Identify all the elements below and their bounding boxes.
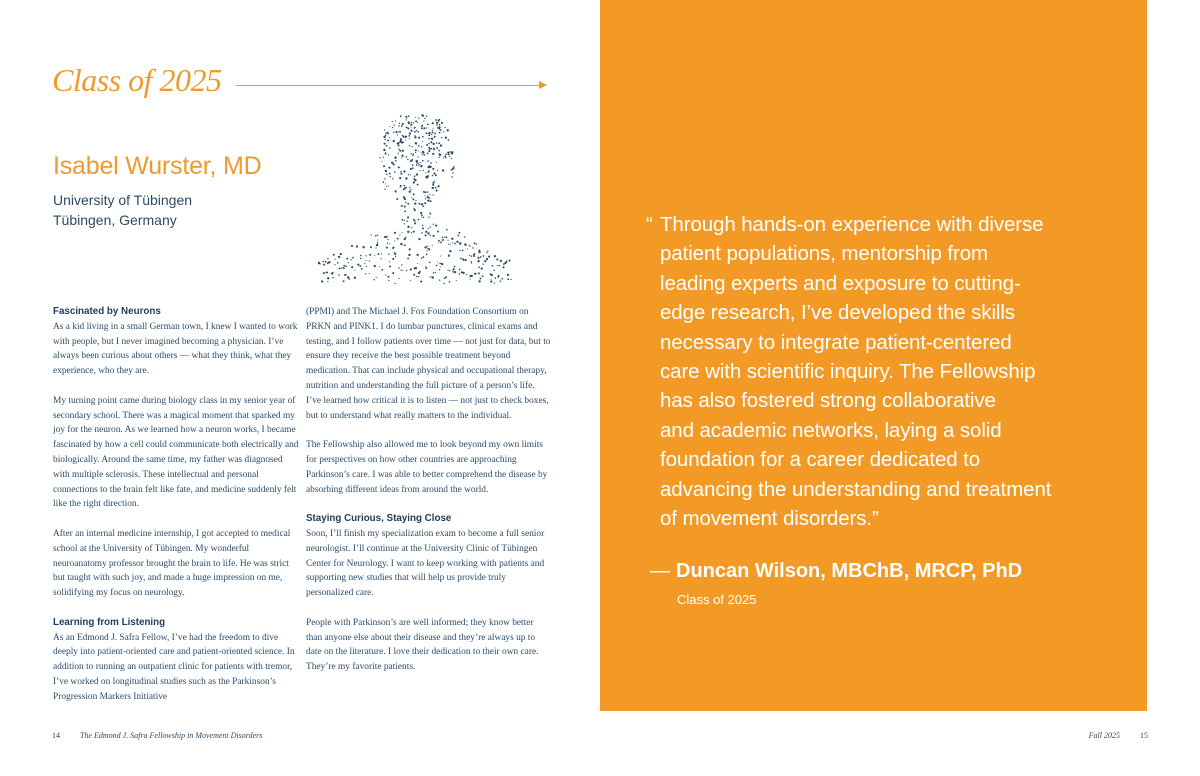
quote-line: and academic networks, laying a solid	[660, 418, 1002, 442]
quote-line: advancing the understanding and treatment	[660, 477, 1052, 501]
profile-institution: University of Tübingen	[53, 192, 193, 208]
profile-location: Tübingen, Germany	[53, 212, 177, 228]
paragraph: After an internal medicine internship, I got accepted to medical school at the University of Tübingen. My wonderful neuroanatomy professor brought the brain to life. He was strict but taught with such joy, and made a huge impression on me, solidifying my focus on neurology.	[53, 528, 291, 599]
stipple-portrait-illustration	[318, 112, 514, 284]
section-title: Class of 2025	[52, 62, 222, 98]
profile-name: Isabel Wurster, MD	[53, 152, 262, 180]
quote-line: necessary to integrate patient-centered	[660, 330, 1012, 354]
quote-line: care with scientific inquiry. The Fellowship	[660, 360, 1036, 384]
quote-attribution	[650, 560, 1022, 583]
paragraph: My turning point came during biology class in my senior year of secondary school. There was a magical moment that sparked my joy for the neuron. As we learned how a neuron works, I became fascinated by how a cell could communicate both electrically and biologically. Around the same time, my father was diagnosed with multiple sclerosis. These intellectual and personal connections to the brain felt like fate, and medicine suddenly felt like the right direction.	[53, 395, 299, 510]
quote-line: Through hands-on experience with diverse	[660, 213, 1044, 236]
pull-quote	[646, 210, 1120, 533]
footer-right	[1089, 731, 1148, 740]
quote-line: foundation for a career dedicated to	[660, 448, 981, 472]
paragraph: People with Parkinson’s are well informed; they know better than anyone else about their disease and they’re always up to date on the literature. I love their dedication to their own care. They’re my favorite patients.	[306, 617, 539, 673]
footer-left	[52, 731, 262, 740]
profile-affiliation	[53, 190, 192, 230]
page-number-right: 15	[1140, 731, 1148, 740]
arrow-right-icon	[539, 81, 547, 89]
issue-date: Fall 2025	[1088, 731, 1120, 740]
quote-line: edge research, I’ve developed the skills	[660, 301, 1015, 325]
paragraph: Soon, I’ll finish my specialization exam to become a full senior neurologist. I’ll continue at the University Clinic of Tübingen Center for Neurology. I want to keep working with patients and supporting new studies that will help us provide truly personalized care.	[306, 528, 545, 599]
quote-open-mark: “	[646, 213, 653, 236]
quote-line: has also fostered strong collaborative	[660, 389, 996, 413]
quote-panel	[600, 0, 1147, 711]
attribution-name: Duncan Wilson, MBChB, MRCP, PhD	[676, 560, 1023, 582]
paragraph: (PPMI) and The Michael J. Fox Foundation Consortium on PRKN and PINK1. I do lumbar punctures, clinical exams and testing, and I follow patients over time — not just for data, but to ensure they receive the best possible treatment beyond medication. That can include physical and occupational therapy, nutrition and understanding the full picture of a person’s life. I’ve learned how critical it is to listen — not just to check boxes, but to understand what really matters to the individual.	[306, 307, 551, 421]
attribution-dash: —	[650, 560, 670, 582]
quote-line: patient populations, mentorship from	[660, 242, 989, 266]
subheading-staying-curious: Staying Curious, Staying Close	[306, 513, 452, 525]
paragraph: As an Edmond J. Safra Fellow, I’ve had the freedom to dive deeply into patient-oriented care and patient-oriented science. In addition to running an outpatient clinic for patients with tremor, I’ve worked on longitudinal studies such as the Parkinson’s Progression Markers Initiative	[53, 632, 295, 702]
article-column-2	[306, 305, 552, 690]
article-column-1	[53, 305, 299, 719]
quote-line: leading experts and exposure to cutting-	[660, 271, 1021, 295]
subheading-fascinated: Fascinated by Neurons	[53, 306, 161, 317]
paragraph: The Fellowship also allowed me to look beyond my own limits for perspectives on how other countries are approaching Parkinson’s care. I was able to better comprehend the disease by absorbing different ideas from around the world.	[306, 440, 548, 495]
subheading-learning: Learning from Listening	[53, 616, 166, 628]
page-number-left: 14	[52, 731, 60, 740]
publication-title: The Edmond J. Safra Fellowship in Movement Disorders	[80, 731, 263, 740]
title-arrow-line	[236, 85, 540, 86]
attribution-class: Class of 2025	[677, 592, 757, 607]
quote-line: of movement disorders.”	[660, 507, 879, 531]
paragraph: As a kid living in a small German town, I knew I wanted to work with people, but I never imagined becoming a physician. I’ve always been curious about others — what they think, what they experience, who they are.	[53, 321, 298, 377]
